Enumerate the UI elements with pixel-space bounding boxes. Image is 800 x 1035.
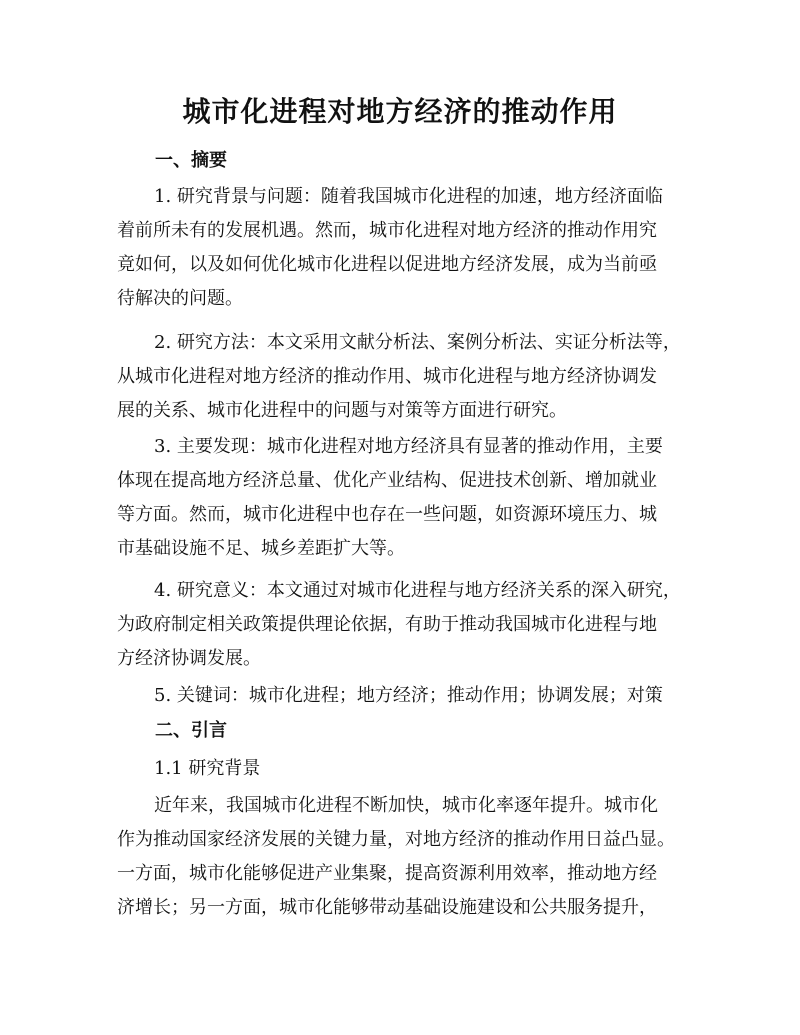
intro-heading: 二、引言 <box>155 720 227 741</box>
text-line: 竟如何，以及如何优化城市化进程以促进地方经济发展，成为当前亟 <box>117 254 657 275</box>
text-line: 为政府制定相关政策提供理论依据，有助于推动我国城市化进程与地 <box>117 614 657 635</box>
text-line: 等方面。然而，城市化进程中也存在一些问题，如资源环境压力、城 <box>117 504 657 525</box>
document-title: 城市化进程对地方经济的推动作用 <box>182 95 618 128</box>
text-line: 体现在提高地方经济总量、优化产业结构、促进技术创新、增加就业 <box>117 470 657 491</box>
text-line: 一方面，城市化能够促进产业集聚，提高资源利用效率，推动地方经 <box>117 863 657 884</box>
text-line: 济增长；另一方面，城市化能够带动基础设施建设和公共服务提升， <box>117 897 657 918</box>
text-line: 着前所未有的发展机遇。然而，城市化进程对地方经济的推动作用究 <box>117 220 657 241</box>
text-line: 1. 研究背景与问题：随着我国城市化进程的加速，地方经济面临 <box>154 186 663 207</box>
intro-subheading: 1.1 研究背景 <box>154 758 261 779</box>
text-line: 近年来，我国城市化进程不断加快，城市化率逐年提升。城市化 <box>154 795 658 816</box>
text-line: 从城市化进程对地方经济的推动作用、城市化进程与地方经济协调发 <box>117 366 657 387</box>
text-line: 市基础设施不足、城乡差距扩大等。 <box>117 538 405 559</box>
text-line: 待解决的问题。 <box>117 288 243 309</box>
abstract-heading: 一、摘要 <box>155 150 227 171</box>
text-line: 4. 研究意义：本文通过对城市化进程与地方经济关系的深入研究， <box>154 580 681 601</box>
intro-paragraph-1 <box>117 789 697 925</box>
abstract-paragraph-3 <box>117 430 697 566</box>
text-line: 作为推动国家经济发展的关键力量，对地方经济的推动作用日益凸显。 <box>117 829 675 850</box>
abstract-paragraph-1 <box>117 180 697 316</box>
text-line: 展的关系、城市化进程中的问题与对策等方面进行研究。 <box>117 400 567 421</box>
abstract-keywords: 5. 关键词：城市化进程；地方经济；推动作用；协调发展；对策 <box>154 685 663 706</box>
text-line: 方经济协调发展。 <box>117 648 261 669</box>
abstract-paragraph-2 <box>117 326 697 428</box>
text-line: 3. 主要发现：城市化进程对地方经济具有显著的推动作用，主要 <box>154 436 663 457</box>
abstract-paragraph-4 <box>117 574 697 676</box>
text-line: 2. 研究方法：本文采用文献分析法、案例分析法、实证分析法等， <box>154 332 681 353</box>
